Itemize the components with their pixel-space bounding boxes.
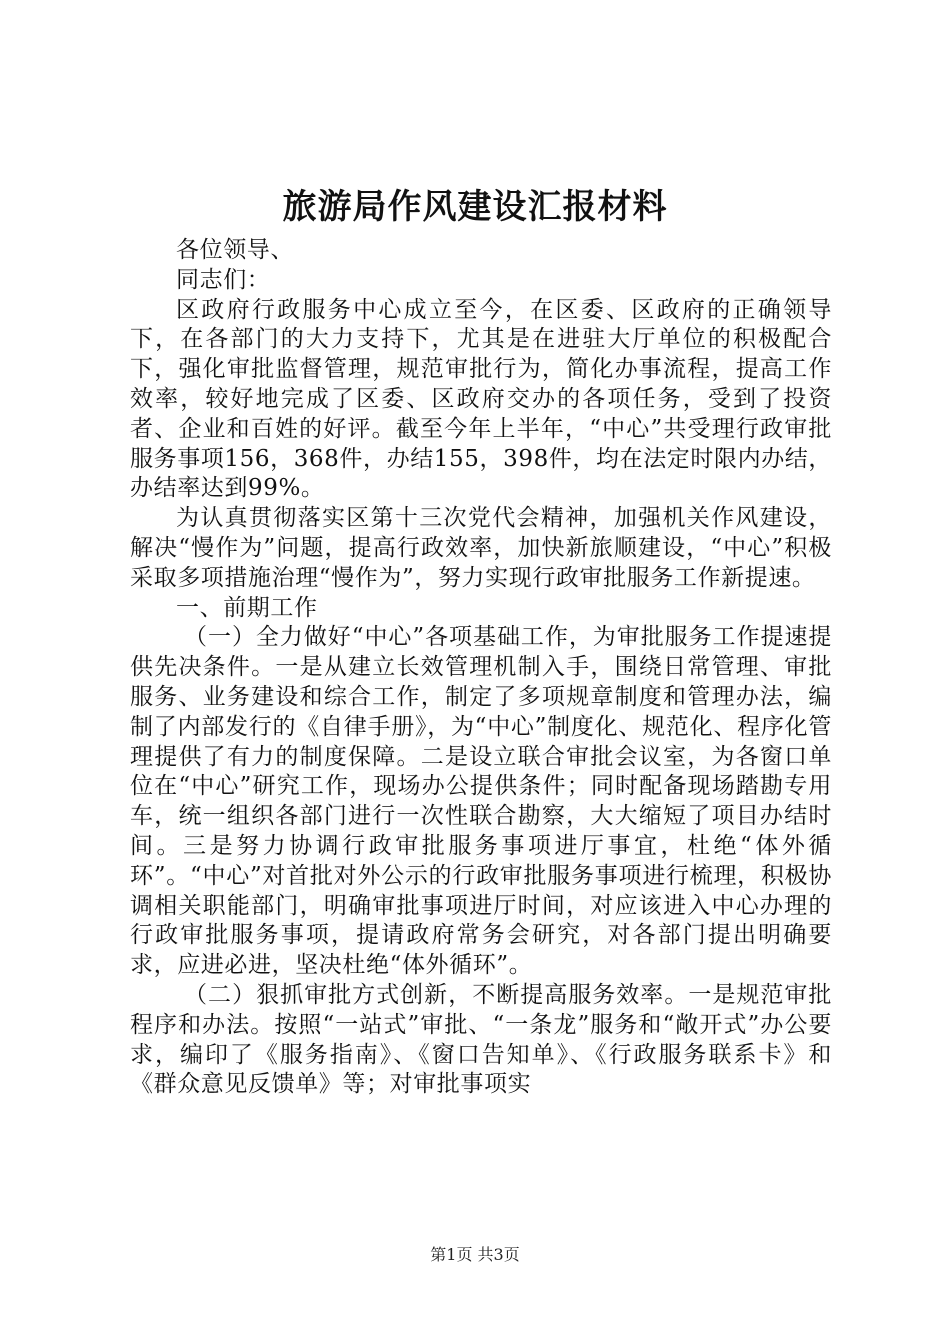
paragraph-purpose: 为认真贯彻落实区第十三次党代会精神，加强机关作风建设，解决“慢作为”问题，提高行政效率，加快新旅顺建设，“中心”积极采取多项措施治理“慢作为”，努力实现行政审批服务工作新提速。 <box>130 505 832 591</box>
paragraph-item-one: （一）全力做好“中心”各项基础工作，为审批服务工作提速提供先决条件。一是从建立长效管理机制入手，围绕日常管理、审批服务、业务建设和综合工作，制定了多项规章制度和管理办法，编制了内部发行的《自律手册》，为“中心”制度化、规范化、程序化管理提供了有力的制度保障。二是设立联合审批会议室，为各窗口单位在“中心”研究工作，现场办公提供条件；同时配备现场踏勘专用车，统一组织各部门进行一次性联合勘察，大大缩短了项目办结时间。三是努力协调行政审批服务事项进厅事宜，杜绝“体外循环”。“中心”对首批对外公示的行政审批服务事项进行梳理，积极协调相关职能部门，明确审批事项进厅时间，对应该进入中心办理的行政审批服务事项，提请政府常务会研究，对各部门提出明确要求，应进必进，坚决杜绝“体外循环”。 <box>130 624 832 979</box>
greeting-comrades: 同志们： <box>176 266 271 293</box>
section-heading-early-work: 一、前期工作 <box>176 594 318 621</box>
paragraph-intro: 区政府行政服务中心成立至今，在区委、区政府的正确领导下，在各部门的大力支持下，尤其是在进驻大厅单位的积极配合下，强化审批监督管理，规范审批行为，简化办事流程，提高工作效率，较好地完成了区委、区政府交办的各项任务，受到了投资者、企业和百姓的好评。截至今年上半年，“中心”共受理行政审批服务事项156，368件，办结155，398件，均在法定时限内办结，办结率达到99%。 <box>130 296 832 502</box>
paragraph-item-two: （二）狠抓审批方式创新，不断提高服务效率。一是规范审批程序和办法。按照“一站式”审批、“一条龙”服务和“敞开式”办公要求，编印了《服务指南》、《窗口告知单》、《行政服务联系卡》和《群众意见反馈单》等；对审批事项实 <box>130 981 832 1098</box>
document-body <box>130 236 832 1100</box>
greeting-leaders: 各位领导、 <box>176 237 294 263</box>
document-title: 旅游局作风建设汇报材料 <box>282 187 668 227</box>
page-number-footer: 第1页 共3页 <box>430 1245 520 1264</box>
